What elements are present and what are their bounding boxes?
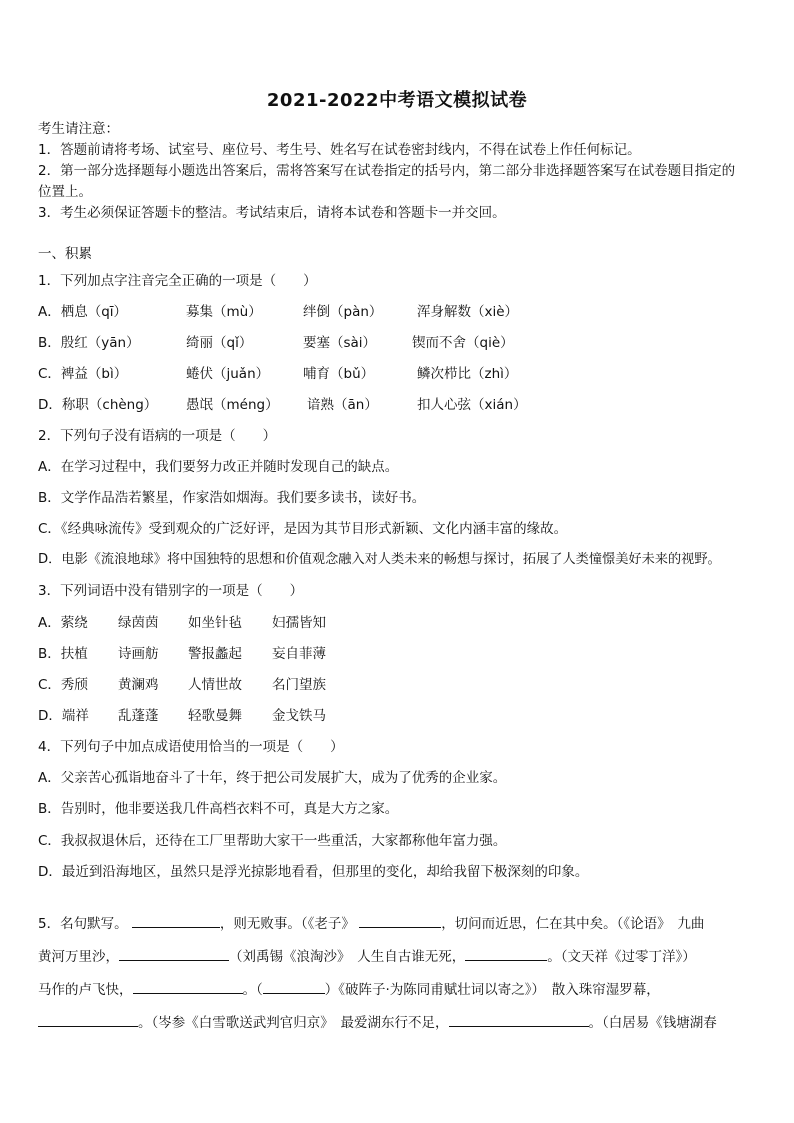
q5-line-4: 。（岑参《白雪歌送武判官归京》 最爱湖东行不足， 。（白居易《钱塘湖春 — [38, 1012, 717, 1033]
notice-heading: 考生请注意： — [38, 121, 119, 137]
exam-title: 2021-2022中考语文模拟试卷 — [266, 90, 528, 111]
q2-option-a: A．在学习过程中，我们要努力改正并随时发现自己的缺点。 — [38, 459, 399, 475]
q5-line-2: 黄河万里沙， （刘禹锡《浪淘沙》 人生自古谁无死， 。（文天祥《过零丁洋》） — [38, 946, 696, 967]
q5-line-1: 5．名句默写。 ，则无败事。（《老子》 ，切问而近思，仁在其中矣。（《论语》 九曲 — [38, 913, 704, 934]
answer-blank[interactable] — [132, 913, 220, 928]
q4-option-b: B．告别时，他非要送我几件高档衣料不可，真是大方之家。 — [38, 801, 399, 817]
notice-item-2: 2．第一部分选择题每小题选出答案后，需将答案写在试卷指定的括号内，第二部分非选择题答案写在试卷题目指定的 — [38, 163, 736, 179]
answer-blank[interactable] — [465, 946, 547, 961]
q3-stem: 3．下列词语中没有错别字的一项是（ ） — [38, 583, 304, 599]
answer-blank[interactable] — [38, 1012, 138, 1027]
answer-blank[interactable] — [449, 1012, 589, 1027]
q4-option-a: A．父亲苦心孤诣地奋斗了十年，终于把公司发展扩大，成为了优秀的企业家。 — [38, 770, 507, 786]
answer-blank[interactable] — [263, 979, 325, 994]
notice-item-3: 3．考生必须保证答题卡的整洁。考试结束后，请将本试卷和答题卡一并交回。 — [38, 205, 506, 221]
answer-blank[interactable] — [119, 946, 229, 961]
q4-option-c: C．我叔叔退休后，还待在工厂里帮助大家干一些重活，大家都称他年富力强。 — [38, 833, 507, 849]
answer-blank[interactable] — [133, 979, 243, 994]
q5-line-3: 马作的卢飞快， 。（ ）《破阵子·为陈同甫赋壮词以寄之》） 散入珠帘湿罗幕， — [38, 979, 660, 1000]
q4-option-d: D．最近到沿海地区，虽然只是浮光掠影地看看，但那里的变化，却给我留下极深刻的印象。 — [38, 864, 589, 880]
notice-item-1: 1．答题前请将考场、试室号、座位号、考生号、姓名写在试卷密封线内，不得在试卷上作任何标记。 — [38, 142, 641, 158]
q4-stem: 4．下列句子中加点成语使用恰当的一项是（ ） — [38, 739, 344, 755]
exam-page: 2021-2022中考语文模拟试卷 考生请注意： 1．答题前请将考场、试室号、座位号、考生号、姓名写在试卷密封线内，不得在试卷上作任何标记。 2．第一部分选择题每小题选出答案后，需将答案写在试卷指定的括号内，第二部分非选择题答案写在试卷题目指定的 位置上。 3．考生必须保证答题卡的整洁。考试结束后，请将本试卷和答题卡一并交回。 一、积累 1．下列加点字注音完全正确的一项是（ ） A．栖息（qī） 募集（mù） 绊倒（pàn） 浑身解数（xiè） B．殷红（yān） 绮丽（qǐ） 要塞（sài） 锲而不舍（qiè） C．裨益（bì） 蜷伏（juǎn） 哺育（bǔ） 鳞次栉比（zhì） D．称职（chèng） 愚氓（méng） 谙熟（ān） 扣人心弦（xián） 2．下列句子没有语病的一项是（ ） A．在学习过程中，我们要努力改正并随时发现自己的缺点。 B．文学作品浩若繁星，作家浩如烟海。我们要多读书，读好书。 C．《经典咏流传》受到观众的广泛好评，是因为其节目形式新颖、文化内涵丰富的缘故。 D．电影《流浪地球》将中国独特的思想和价值观念融入对人类未来的畅想与探讨，拓展了人类憧憬美好未来的视野。 3．下列词语中没有错别字的一项是（ ） A．萦绕 绿茵茵 如坐针毡 妇孺皆知 B．扶植 诗画舫 警报蠡起 妄自菲薄 C．秀颀 黄澜鸡 人情世故 名门望族 D．端祥 乱蓬蓬 轻歌曼舞 金戈铁马 4．下列句子中加点成语使用恰当的一项是（ ） A．父亲苦心孤诣地奋斗了十年，终于把公司发展扩大，成为了优秀的企业家。 B．告别时，他非要送我几件高档衣料不可，真是大方之家。 C．我叔叔退休后，还待在工厂里帮助大家干一些重活，大家都称他年富力强。 D．最近到沿海地区，虽然只是浮光掠影地看看，但那里的变化，却给我留下极深刻的印象。 5．名句默写。 ，则无败事。（《老子》 ，切问而近思，仁在其中矣。（《论语》 九曲 黄河万里沙， （刘禹锡《浪淘沙》 人生自古谁无死， 。（文天祥《过零丁洋》） 马作的卢飞快， 。（ ）《破阵子·为陈同甫赋壮词以寄之》） 散入珠帘湿罗幕， 。（岑参《白雪歌送武判官归京》 最爱湖东行不足， 。（白居易《钱塘湖春 — [0, 0, 794, 1123]
q1-stem: 1．下列加点字注音完全正确的一项是（ ） — [38, 273, 317, 289]
q2-option-c: C．《经典咏流传》受到观众的广泛好评，是因为其节目形式新颖、文化内涵丰富的缘故。 — [38, 521, 568, 537]
q2-option-b: B．文学作品浩若繁星，作家浩如烟海。我们要多读书，读好书。 — [38, 490, 426, 506]
notice-item-2-cont: 位置上。 — [38, 184, 92, 200]
q2-option-d: D．电影《流浪地球》将中国独特的思想和价值观念融入对人类未来的畅想与探讨，拓展了人类憧憬美好未来的视野。 — [38, 552, 721, 567]
q2-stem: 2．下列句子没有语病的一项是（ ） — [38, 428, 277, 444]
section-heading: 一、积累 — [38, 246, 92, 262]
answer-blank[interactable] — [359, 913, 441, 928]
